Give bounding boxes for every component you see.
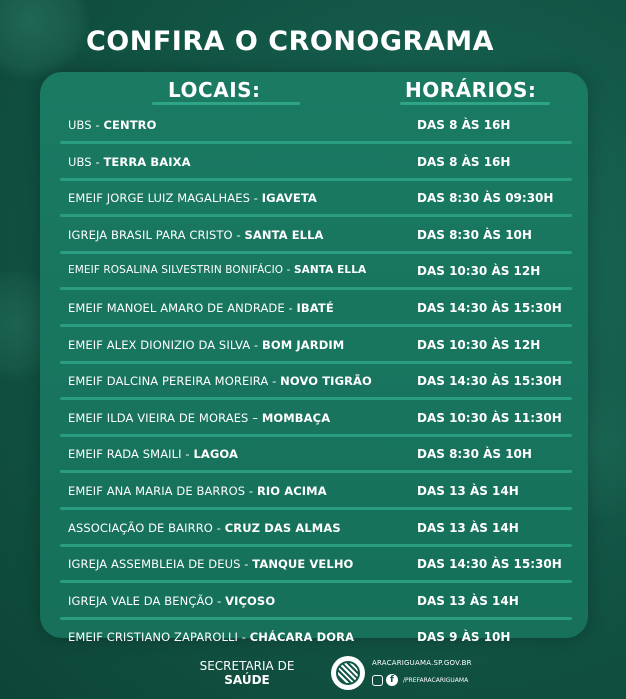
schedule-row [40, 328, 588, 364]
location-place: IGREJA ASSEMBLEIA DE DEUS - [68, 557, 253, 572]
location-area: IGAVETA [261, 191, 317, 206]
location-text [68, 521, 341, 535]
location-text [68, 594, 275, 608]
location-area: SANTA ELLA [293, 264, 367, 277]
location-place: IGREJA BRASIL PARA CRISTO - [68, 227, 245, 242]
schedule-row [40, 474, 588, 510]
location-text [68, 484, 327, 498]
schedule-row [40, 145, 588, 181]
row-separator [60, 324, 572, 327]
schedule-row [40, 254, 588, 290]
location-place: EMEIF ANA MARIA DE BARROS - [68, 484, 257, 498]
location-place: IGREJA VALE DA BENÇÃO - [68, 593, 226, 608]
schedule-row [40, 437, 588, 473]
location-place: EMEIF ROSALINA SILVESTRIN BONIFÁCIO - [68, 264, 294, 277]
schedule-row [40, 218, 588, 254]
location-text [68, 557, 353, 571]
location-area: MOMBAÇA [261, 410, 331, 425]
location-text [68, 338, 344, 352]
header-underline [400, 102, 550, 105]
hours-text: DAS 10:30 ÀS 12H [417, 264, 541, 279]
hours-text: DAS 13 ÀS 14H [417, 593, 519, 608]
website-text: ARACARIGUAMA.SP.GOV.BR [372, 659, 472, 667]
hours-text: DAS 8:30 ÀS 10H [417, 447, 532, 462]
hours-text: DAS 9 ÀS 10H [417, 630, 511, 645]
location-place: EMEIF CRISTIANO ZAPAROLLI - [68, 630, 250, 645]
location-area: CENTRO [103, 118, 157, 132]
hours-text: DAS 8 ÀS 16H [417, 118, 511, 132]
hours-text: DAS 13 ÀS 14H [417, 520, 519, 535]
social-links [372, 674, 468, 686]
location-area: BOM JARDIM [262, 337, 345, 352]
location-text [68, 447, 238, 461]
row-separator [60, 178, 572, 181]
location-place: EMEIF DALCINA PEREIRA MOREIRA - [68, 374, 281, 389]
location-area: SANTA ELLA [244, 227, 324, 242]
footer-department [188, 659, 306, 687]
schedule-row [40, 401, 588, 437]
location-place: EMEIF ILDA VIEIRA DE MORAES – [68, 410, 262, 425]
schedule-row [40, 511, 588, 547]
row-separator [60, 580, 572, 583]
column-header-locations: LOCAIS: [168, 78, 261, 102]
row-separator [60, 361, 572, 364]
row-separator [60, 397, 572, 400]
schedule-row [40, 108, 588, 144]
hours-text: DAS 10:30 ÀS 11:30H [417, 410, 562, 425]
city-seal-icon [331, 656, 365, 690]
row-separator [60, 434, 572, 437]
location-text [68, 118, 156, 132]
footer-line-2: SAÚDE [224, 673, 270, 687]
row-separator [60, 507, 572, 510]
row-separator [60, 470, 572, 473]
location-place: UBS - [68, 118, 104, 132]
row-separator [60, 287, 572, 290]
location-place: EMEIF MANOEL AMARO DE ANDRADE - [68, 301, 297, 315]
location-area: VIÇOSO [225, 593, 276, 608]
location-place: EMEIF RADA SMAILI - [68, 447, 194, 462]
location-place: EMEIF ALEX DIONIZIO DA SILVA - [68, 337, 263, 352]
footer-line-1: SECRETARIA DE [199, 659, 295, 673]
location-text [68, 301, 334, 315]
location-text [68, 630, 354, 644]
location-area: CRUZ DAS ALMAS [224, 520, 341, 535]
location-place: EMEIF JORGE LUIZ MAGALHAES - [68, 191, 262, 206]
social-handle: /PREFARACARIGUAMA [403, 676, 469, 684]
schedule-row [40, 181, 588, 217]
schedule-row [40, 291, 588, 327]
hours-text: DAS 13 ÀS 14H [417, 484, 519, 498]
location-place: UBS - [68, 154, 104, 169]
row-separator [60, 544, 572, 547]
location-area: TANQUE VELHO [252, 557, 354, 572]
page-title: CONFIRA O CRONOGRAMA [85, 26, 494, 57]
column-header-hours: HORÁRIOS: [405, 78, 537, 102]
location-area: RIO ACIMA [256, 484, 327, 498]
hours-text: DAS 8 ÀS 16H [417, 154, 511, 169]
location-area: CHÁCARA DORA [249, 630, 355, 645]
location-area: TERRA BAIXA [103, 154, 191, 169]
hours-text: DAS 14:30 ÀS 15:30H [417, 301, 562, 315]
location-text [68, 411, 330, 425]
row-separator [60, 214, 572, 217]
row-separator [60, 617, 572, 620]
location-text [68, 155, 191, 169]
hours-text: DAS 8:30 ÀS 09:30H [417, 191, 554, 206]
hours-text: DAS 8:30 ÀS 10H [417, 227, 532, 242]
location-area: NOVO TIGRÃO [280, 374, 372, 389]
hours-text: DAS 10:30 ÀS 12H [417, 337, 541, 352]
hours-text: DAS 14:30 ÀS 15:30H [417, 374, 562, 389]
location-text [68, 228, 324, 242]
hours-text: DAS 14:30 ÀS 15:30H [417, 557, 562, 572]
location-area: LAGOA [193, 447, 238, 462]
location-area: IBATÉ [296, 301, 334, 315]
schedule-row [40, 547, 588, 583]
location-text [68, 264, 366, 276]
location-place: ASSOCIAÇÃO DE BAIRRO - [68, 520, 225, 535]
location-text [68, 374, 372, 388]
schedule-row [40, 584, 588, 620]
schedule-row [40, 364, 588, 400]
header-underline [152, 102, 300, 105]
row-separator [60, 251, 572, 254]
schedule-row [40, 620, 588, 656]
facebook-icon: f [386, 674, 398, 686]
instagram-icon [372, 675, 383, 686]
location-text [68, 191, 317, 205]
row-separator [60, 141, 572, 144]
